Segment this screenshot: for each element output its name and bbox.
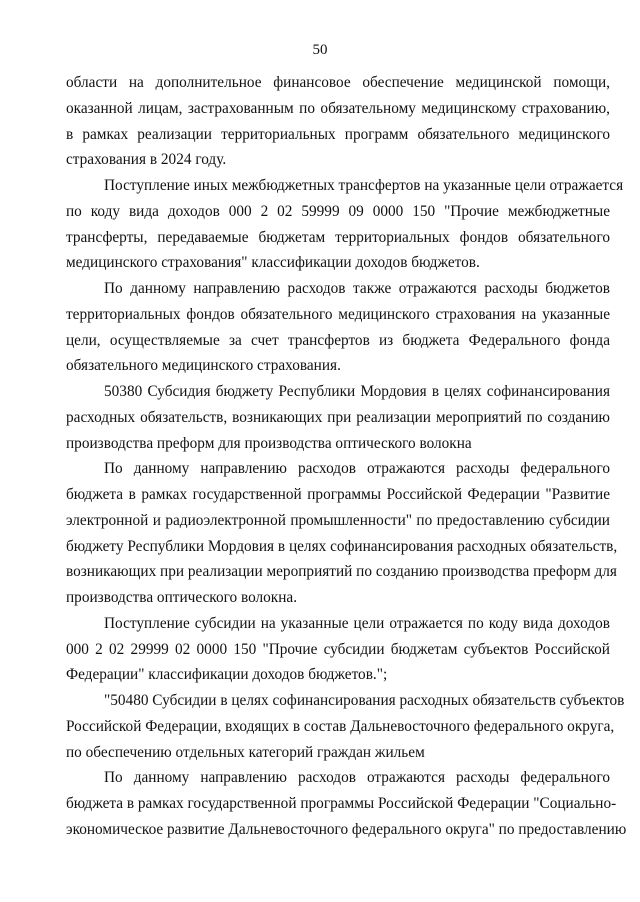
text-line: оказанной лицам, застрахованным по обязательному медицинскому страхованию, <box>66 99 610 117</box>
text-line: страхования в 2024 году. <box>66 151 227 169</box>
text-line: 50380 Субсидия бюджету Республики Мордовия в целях софинансирования <box>104 383 610 400</box>
text-line: По данному направлению расходов отражаются расходы федерального <box>104 769 610 787</box>
text-line: Поступление иных межбюджетных трансфертов на указанные цели отражается <box>104 177 624 194</box>
text-line: экономическое развитие Дальневосточного федерального округа" по предоставлению <box>66 820 627 838</box>
text-line: возникающих при реализации мероприятий по созданию производства преформ для <box>66 563 617 581</box>
page-number: 50 <box>312 42 328 58</box>
text-line: По данному направлению расходов также отражаются расходы бюджетов <box>104 280 610 297</box>
text-line: области на дополнительное финансовое обеспечение медицинской помощи, <box>66 74 610 91</box>
paragraph <box>66 688 625 765</box>
text-line: бюджету Республики Мордовия в целях софинансирования расходных обязательств, <box>66 537 618 555</box>
paragraph <box>66 611 610 688</box>
text-line: по коду вида доходов 000 2 02 59999 09 0000 150 "Прочие межбюджетные <box>66 202 610 220</box>
document-body <box>66 70 627 843</box>
text-line: бюджета в рамках государственной программы Российской Федерации "Социально- <box>66 795 617 812</box>
text-line: Федерации" классификации доходов бюджетов."; <box>66 666 388 684</box>
text-line: "50480 Субсидии в целях софинансирования расходных обязательств субъектов <box>104 692 625 709</box>
text-line: по обеспечению отдельных категорий граждан жильем <box>66 743 425 761</box>
text-line: в рамках реализации территориальных программ обязательного медицинского <box>66 125 610 143</box>
paragraph <box>66 276 610 379</box>
paragraph <box>66 765 627 842</box>
text-line: производства оптического волокна. <box>66 589 298 606</box>
text-line: трансферты, передаваемые бюджетам территориальных фондов обязательного <box>66 228 610 246</box>
text-line: бюджета в рамках государственной программы Российской Федерации "Развитие <box>66 486 610 503</box>
text-line: обязательного медицинского страхования. <box>66 357 341 375</box>
text-line: По данному направлению расходов отражаются расходы федерального <box>104 460 610 478</box>
text-line: Поступление субсидии на указанные цели отражается по коду вида доходов <box>104 614 610 632</box>
paragraph <box>66 70 610 173</box>
text-line: производства преформ для производства оптического волокна <box>66 434 472 452</box>
text-line: цели, осуществляемые за счет трансфертов из бюджета Федерального фонда <box>66 331 610 349</box>
text-line: расходных обязательств, возникающих при реализации мероприятий по созданию <box>66 408 610 426</box>
paragraph <box>66 173 624 276</box>
text-line: Российской Федерации, входящих в состав Дальневосточного федерального округа, <box>66 717 615 735</box>
text-line: 000 2 02 29999 02 0000 150 "Прочие субсидии бюджетам субъектов Российской <box>66 640 610 658</box>
text-line: медицинского страхования" классификации доходов бюджетов. <box>66 254 480 272</box>
text-line: электронной и радиоэлектронной промышленности" по предоставлению субсидии <box>66 511 610 529</box>
paragraph <box>66 456 618 611</box>
text-line: территориальных фондов обязательного медицинского страхования на указанные <box>66 305 610 323</box>
paragraph <box>66 379 610 456</box>
